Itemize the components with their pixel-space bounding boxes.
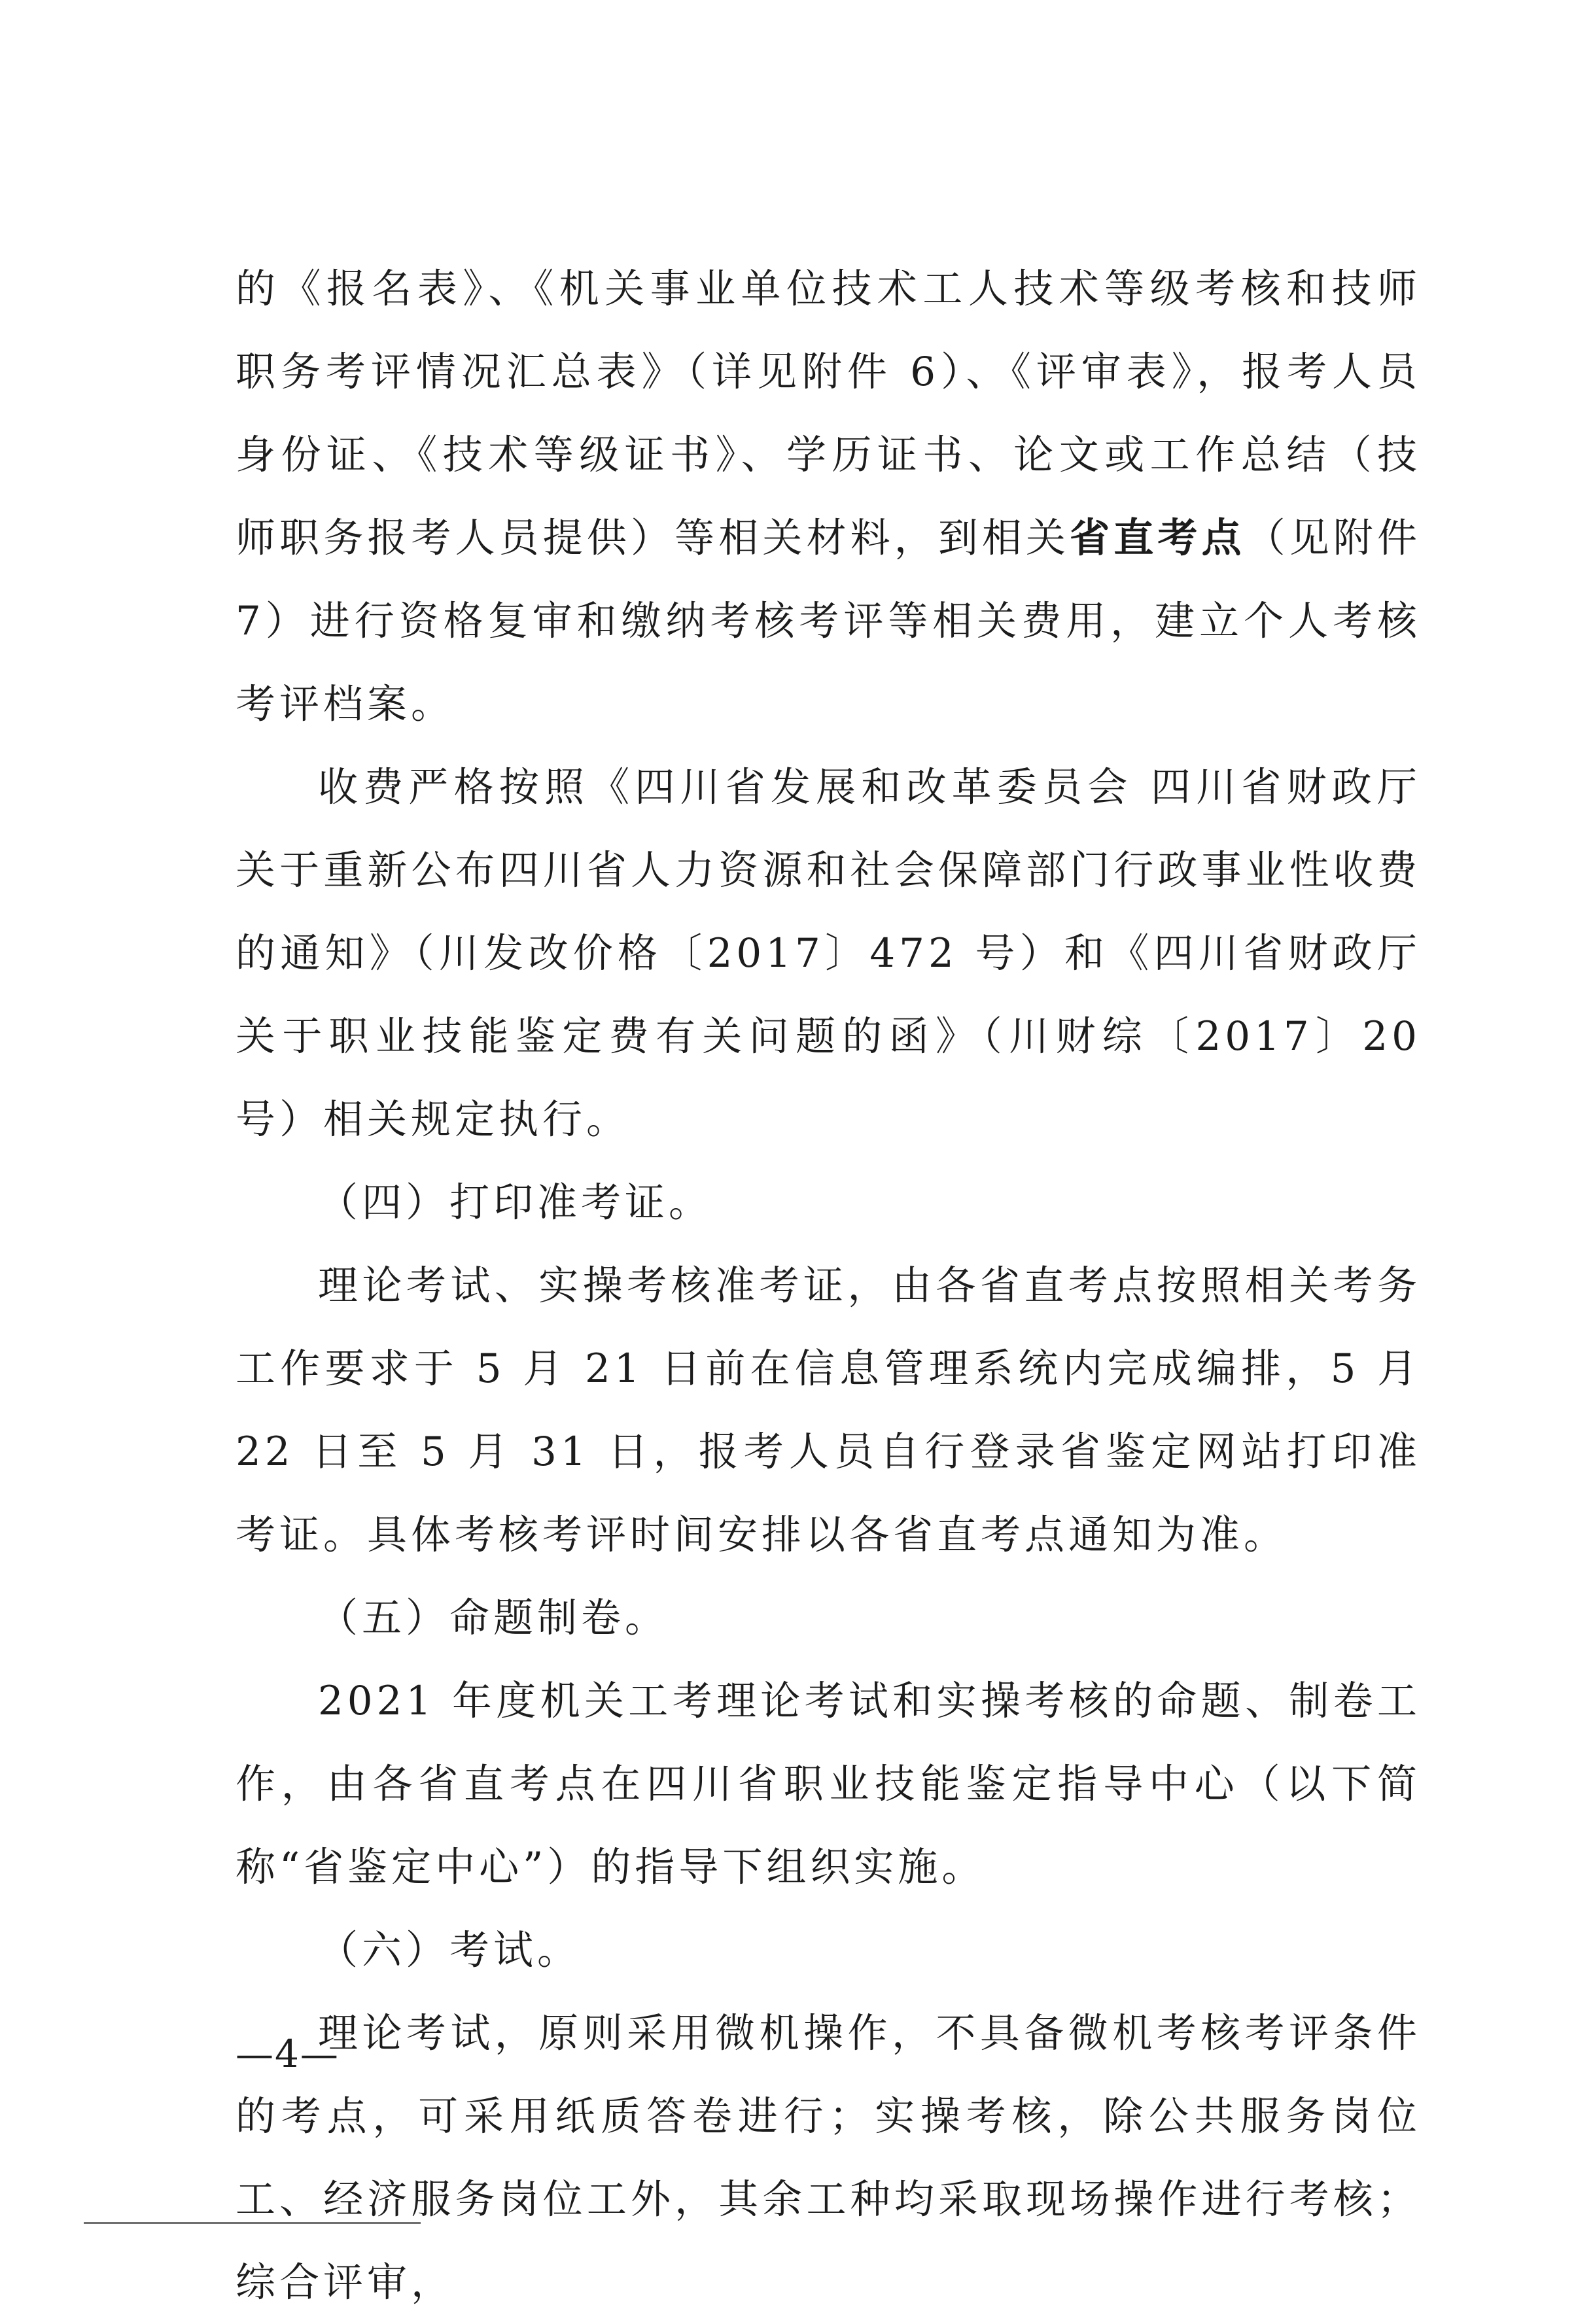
section-heading-exam: （六）考试。 (318, 1927, 582, 1973)
paragraph-exam: 理论考试，原则采用微机操作，不具备微机考核考评条件的考点，可采用纸质答卷进行；实操考核，除公共服务岗位工、经济服务岗位工外，其余工种均采取现场操作进行考核；综合评审， (236, 2010, 1421, 2306)
paragraph-admission-ticket: 理论考试、实操考核准考证，由各省直考点按照相关考务工作要求于 5 月 21 日前在信息管理系统内完成编排，5 月 22 日至 5 月 31 日，报考人员自行登录省鉴定网站打印准考证。具体考核考评时间安排以各省直考点通知为准。 (236, 1262, 1421, 1558)
provincial-exam-site-emphasis: 省直考点 (1070, 515, 1246, 561)
paragraph-materials-text-before: 的《报名表》、《机关事业单位技术工人技术等级考核和技师职务考评情况汇总表》（详见附件 6）、《评审表》，报考人员身份证、《技术等级证书》、学历证书、论文或工作总结（技师职务报考人员提供）等相关材料，到相关 (236, 266, 1421, 561)
section-heading-print-admission: （四）打印准考证。 (318, 1179, 713, 1226)
body-text (236, 247, 1421, 2324)
footer-divider (84, 2222, 421, 2224)
page-number: —4— (236, 2032, 340, 2076)
paragraph-materials-text-after: （见附件 7）进行资格复审和缴纳考核考评等相关费用，建立个人考核考评档案。 (236, 515, 1421, 727)
paragraph-exam-papers: 2021 年度机关工考理论考试和实操考核的命题、制卷工作，由各省直考点在四川省职业技能鉴定指导中心（以下简称“省鉴定中心”）的指导下组织实施。 (236, 1678, 1421, 1890)
section-heading-exam-papers: （五）命题制卷。 (318, 1595, 669, 1641)
paragraph-fees: 收费严格按照《四川省发展和改革委员会 四川省财政厅关于重新公布四川省人力资源和社会保障部门行政事业性收费的通知》（川发改价格〔2017〕472 号）和《四川省财政厅关于职业技能鉴定费有关问题的函》（川财综〔2017〕20 号）相关规定执行。 (236, 764, 1421, 1143)
paragraph-materials (236, 247, 1421, 746)
